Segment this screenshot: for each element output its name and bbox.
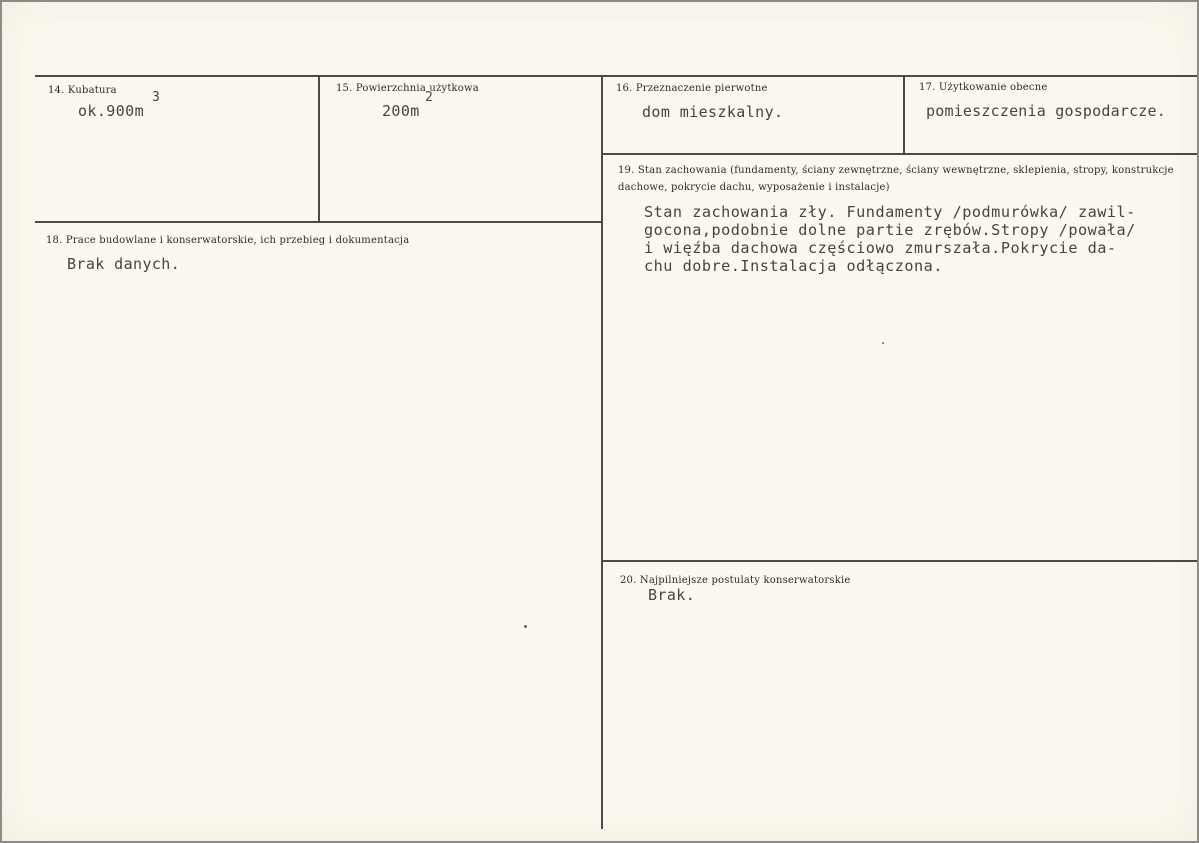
field-19-value: Stan zachowania zły. Fundamenty /podmurówka/ zawil- gocona,podobnie dolne partie zrębów.Stropy /powała/ i więźba dachowa częściowo zmurszała.Pokrycie da- chu dobre.Instalacja odłączona.	[644, 203, 1136, 275]
field-15-value: 200m	[382, 102, 420, 120]
field-15-superscript: 2	[425, 90, 433, 105]
field-18-value: Brak danych.	[67, 255, 181, 273]
field-20-label: 20. Najpilniejsze postulaty konserwatorskie	[620, 575, 851, 586]
divider-top	[35, 75, 1197, 77]
divider-field20	[602, 560, 1197, 562]
field-14-superscript: 3	[152, 90, 160, 105]
paper-speck	[882, 342, 884, 344]
field-16-label: 16. Przeznaczenie pierwotne	[616, 83, 768, 94]
inventory-card	[2, 2, 1197, 841]
field-15-label: 15. Powierzchnia użytkowa	[336, 83, 479, 94]
field-17-value: pomieszczenia gospodarcze.	[926, 102, 1166, 120]
divider-row1-right	[602, 153, 1197, 155]
field-20-value: Brak.	[648, 586, 696, 604]
divider-center	[601, 75, 603, 829]
field-14-value: ok.900m	[78, 102, 145, 120]
field-18-label: 18. Prace budowlane i konserwatorskie, ich przebieg i dokumentacja	[46, 235, 410, 246]
divider-14-15	[318, 75, 320, 223]
field-17-label: 17. Użytkowanie obecne	[919, 82, 1048, 93]
field-16-value: dom mieszkalny.	[642, 103, 784, 121]
divider-16-17	[903, 75, 905, 155]
field-14-label: 14. Kubatura	[48, 85, 117, 96]
paper-speck	[524, 625, 527, 628]
field-19-label: 19. Stan zachowania (fundamenty, ściany zewnętrzne, ściany wewnętrzne, sklepienia, stropy, konstrukcje dachowe, pokrycie dachu, wyposażenie i instalacje)	[618, 165, 1174, 193]
